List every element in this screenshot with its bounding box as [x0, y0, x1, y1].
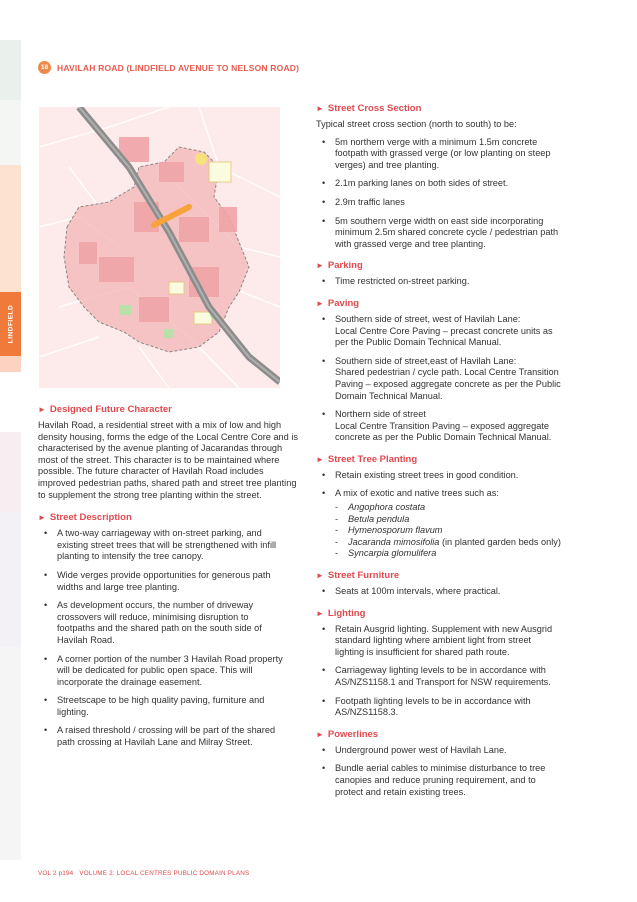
list-item: • Seats at 100m intervals, where practical.	[316, 586, 588, 598]
cross-section-list	[316, 137, 588, 251]
street-number-badge: 18	[38, 61, 51, 74]
parking-heading: ► Parking	[316, 260, 363, 272]
parking-list	[316, 276, 588, 288]
tree-species-list	[335, 502, 588, 560]
list-item: • A mix of exotic and native trees such as: - Angophora costata - Betula pendula - Hymenosporum flavum - Jacaranda mimosifolia (in planted garden beds only) - Syncarpia glomulifera	[316, 488, 588, 560]
street-furniture-list	[316, 586, 588, 598]
precinct-map	[39, 107, 280, 388]
paving-list	[316, 314, 588, 444]
list-item: • Southern side of street,east of Havilah Lane: Shared pedestrian / cycle path. Local Centre Transition Paving – exposed aggregate concrete as per the Public Domain Technical Manual.	[316, 356, 588, 402]
list-item: • A two-way carriageway with on-street parking, and existing street trees that will be strengthened with infill planting to intensify the tree canopy.	[38, 528, 300, 563]
list-item: • Retain existing street trees in good condition.	[316, 470, 588, 482]
tree-species-item: - Angophora costata	[335, 502, 588, 514]
powerlines-heading: ► Powerlines	[316, 728, 379, 740]
list-item: • As development occurs, the number of driveway crossovers will reduce, minimising disruption to footpaths and the shared path on the south side of Havilah Road.	[38, 600, 300, 646]
tree-species-item: - Betula pendula	[335, 514, 588, 526]
street-tree-heading: ► Street Tree Planting	[316, 453, 418, 465]
left-column	[38, 404, 300, 759]
designed-character-heading: ► Designed Future Character	[38, 404, 172, 415]
cross-section-heading: ► Street Cross Section	[316, 103, 422, 114]
list-item: • Streetscape to be high quality paving, furniture and lighting.	[38, 695, 300, 718]
list-item: • Southern side of street, west of Havilah Lane: Local Centre Core Paving – precast concrete units as per the Public Domain Technical Manual.	[316, 314, 588, 349]
list-item: • Underground power west of Havilah Lane.	[316, 745, 588, 757]
designed-character-paragraph: Havilah Road, a residential street with a mix of low and high density housing, forms the edge of the Local Centre Core and is characterised by the avenue planting of Jacarandas through most of the street. This character is to be maintained where possible. The future character of Havilah Road includes improved pedestrian paths, shared path and street tree planting to supplement the strong tree planting within the street.	[38, 420, 298, 500]
tree-species-item: - Syncarpia glomulifera	[335, 548, 588, 560]
list-item: • A corner portion of the number 3 Havilah Road property will be dedicated for public open space. This will incorporate the drainage easement.	[38, 654, 300, 689]
list-item: • Wide verges provide opportunities for generous path widths and large tree planting.	[38, 570, 300, 593]
cross-section-intro: Typical street cross section (north to south) to be:	[316, 119, 517, 129]
precinct-map-graphic	[39, 107, 280, 388]
list-item: • Time restricted on-street parking.	[316, 276, 588, 288]
page-number: VOL 2 p194	[38, 870, 74, 877]
street-description-list	[38, 528, 300, 749]
right-column	[316, 103, 588, 808]
list-item: • 2.9m traffic lanes	[316, 197, 588, 209]
section-tab-lindfield[interactable]	[0, 292, 21, 356]
list-item: • 5m southern verge width on east side incorporating minimum 2.5m shared concrete cycle / pedestrian path with grassed verge and tree planting.	[316, 216, 588, 251]
list-item: • Footpath lighting levels to be in accordance with AS/NZS1158.3.	[316, 696, 588, 719]
volume-title: VOLUME 2: LOCAL CENTRES PUBLIC DOMAIN PLANS	[79, 870, 250, 877]
tree-species-item: - Hymenosporum flavum	[335, 525, 588, 537]
powerlines-list	[316, 745, 588, 798]
side-color-strip	[0, 40, 21, 860]
list-item: • Retain Ausgrid lighting. Supplement with new Ausgrid standard lighting where ambient light from street lighting is insufficient for shared path route.	[316, 624, 588, 659]
lighting-list	[316, 624, 588, 719]
list-item: • 5m northern verge with a minimum 1.5m concrete footpath with grassed verge (or low planting on steep verges) and tree planting.	[316, 137, 588, 172]
lighting-heading: ► Lighting	[316, 607, 366, 619]
street-description-heading: ► Street Description	[38, 512, 132, 524]
section-tab-label: LINDFIELD	[7, 304, 14, 344]
list-item: • Carriageway lighting levels to be in accordance with AS/NZS1158.1 and Transport for NSW requirements.	[316, 665, 588, 688]
street-tree-list	[316, 470, 588, 560]
page-title: HAVILAH ROAD (LINDFIELD AVENUE TO NELSON ROAD)	[57, 62, 300, 73]
list-item: • Bundle aerial cables to minimise disturbance to tree canopies and reduce pruning requirement, and to protect and retain existing trees.	[316, 763, 588, 798]
paving-heading: ► Paving	[316, 297, 360, 309]
list-item: • Northern side of street Local Centre Transition Paving – exposed aggregate concrete as per the Public Domain Technical Manual.	[316, 409, 588, 444]
list-item: • 2.1m parking lanes on both sides of street.	[316, 178, 588, 190]
tree-species-item: - Jacaranda mimosifolia (in planted garden beds only)	[335, 537, 588, 549]
page-footer	[38, 870, 253, 877]
list-item: • A raised threshold / crossing will be part of the shared path crossing at Havilah Lane and Milray Street.	[38, 725, 300, 748]
page-header	[38, 61, 299, 74]
street-furniture-heading: ► Street Furniture	[316, 570, 400, 582]
